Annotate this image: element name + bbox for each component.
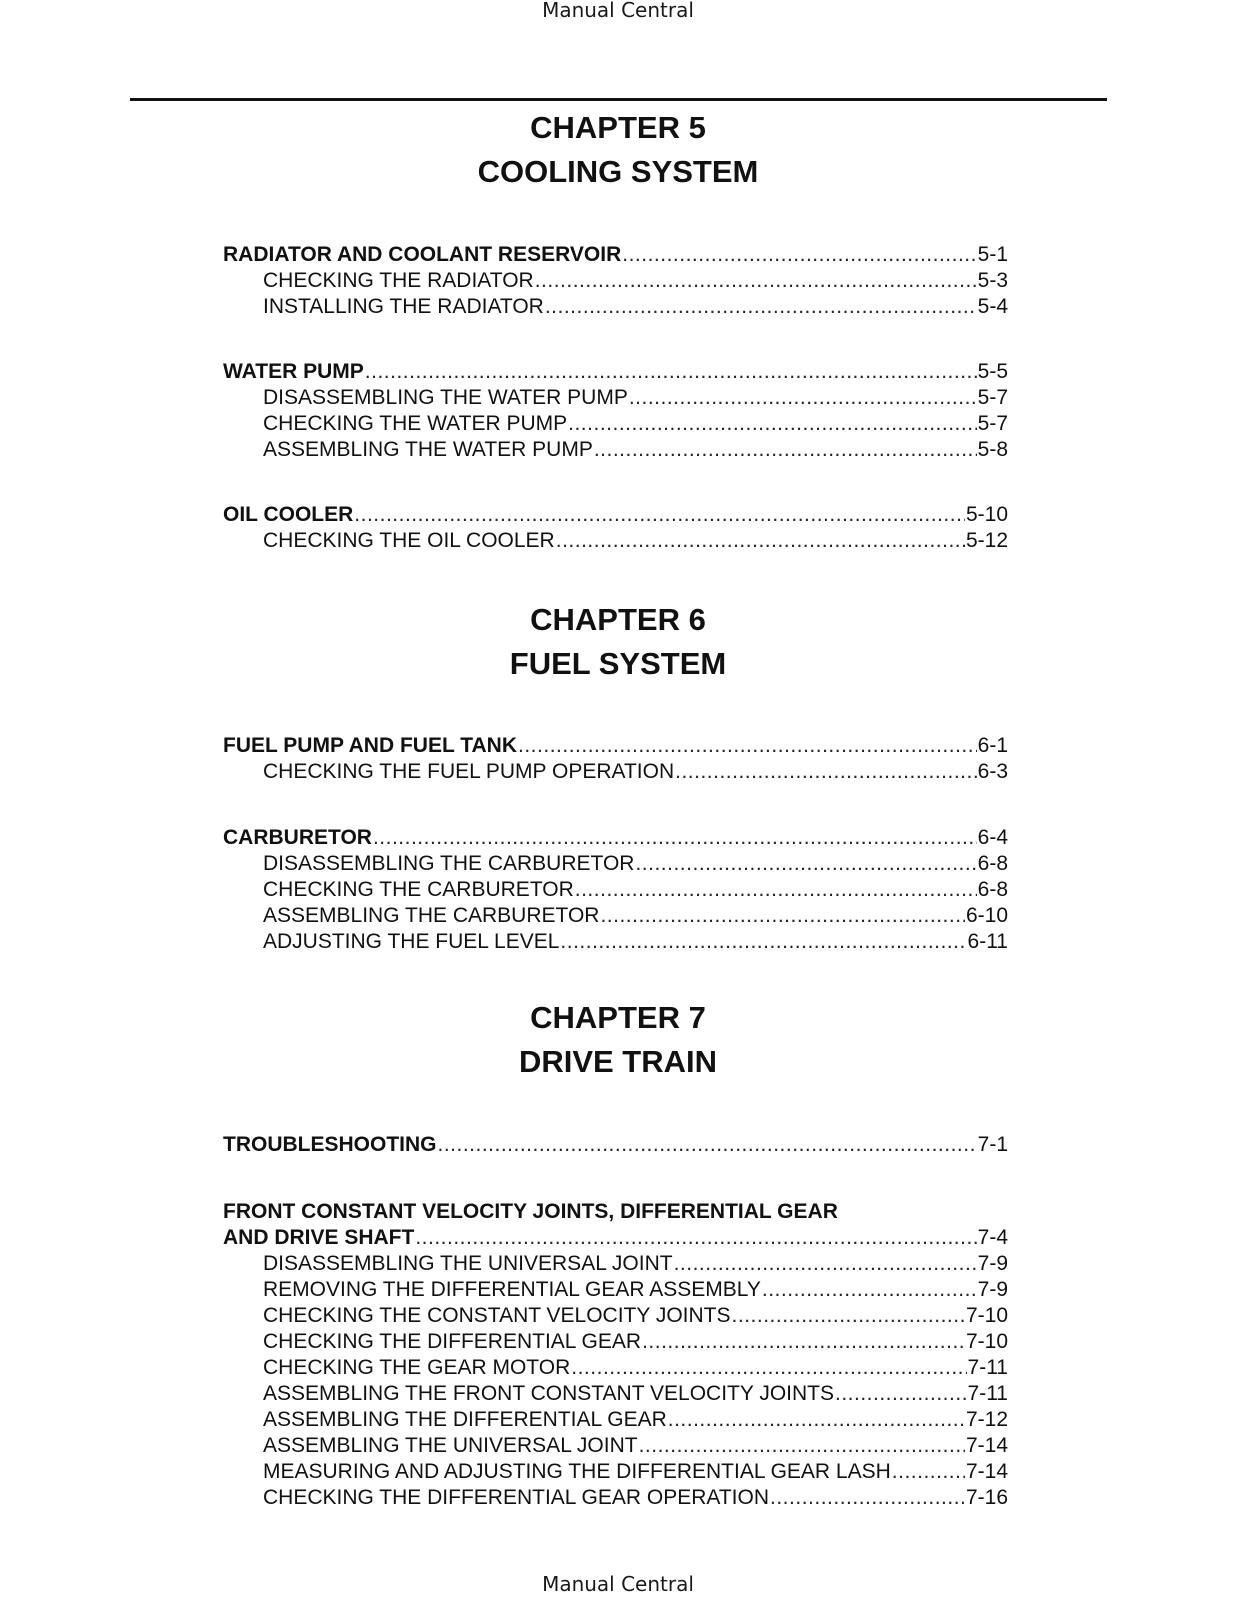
chapter-title: COOLING SYSTEM bbox=[477, 154, 759, 189]
toc-entry-page: 6-1 bbox=[977, 734, 1008, 757]
toc-entry[interactable] bbox=[223, 825, 1008, 851]
page-header: Manual Central bbox=[542, 0, 694, 22]
toc-entry-label: CHECKING THE DIFFERENTIAL GEAR bbox=[263, 1330, 642, 1353]
toc-subentry[interactable] bbox=[223, 1485, 1008, 1511]
toc-entry-label: ASSEMBLING THE CARBURETOR bbox=[263, 904, 600, 927]
chapter-title: DRIVE TRAIN bbox=[518, 1044, 718, 1079]
chapter-5-heading bbox=[0, 106, 1236, 194]
toc-entry-page: 7-1 bbox=[977, 1133, 1008, 1156]
toc-entry-page: 5-12 bbox=[965, 529, 1008, 552]
toc-subentry[interactable] bbox=[223, 1459, 1008, 1485]
dot-leader bbox=[535, 268, 977, 294]
page-footer: Manual Central bbox=[542, 1572, 694, 1596]
toc-entry-page: 6-8 bbox=[977, 878, 1008, 901]
dot-leader bbox=[622, 242, 976, 268]
toc-entry-label: CHECKING THE CARBURETOR bbox=[263, 878, 574, 901]
toc-entry-label: RADIATOR AND COOLANT RESERVOIR bbox=[223, 243, 622, 266]
toc-entry[interactable] bbox=[223, 242, 1008, 268]
toc-entry-label: ADJUSTING THE FUEL LEVEL bbox=[263, 930, 560, 953]
toc-subentry[interactable] bbox=[223, 411, 1008, 437]
toc-subentry[interactable] bbox=[223, 528, 1008, 554]
toc-entry-label: CHECKING THE RADIATOR bbox=[263, 269, 534, 292]
toc-entry-page: 5-3 bbox=[977, 269, 1008, 292]
dot-leader bbox=[629, 385, 977, 411]
dot-leader bbox=[354, 502, 965, 528]
toc-subentry[interactable] bbox=[223, 1433, 1008, 1459]
toc-entry-page: 5-7 bbox=[977, 412, 1008, 435]
toc-group-oil-cooler bbox=[223, 502, 1008, 554]
chapter-number: CHAPTER 7 bbox=[530, 1000, 706, 1035]
toc-group-carburetor bbox=[223, 825, 1008, 955]
toc-entry-page: 5-8 bbox=[977, 438, 1008, 461]
dot-leader bbox=[675, 759, 977, 785]
toc-entry-label: CHECKING THE CONSTANT VELOCITY JOINTS bbox=[263, 1304, 731, 1327]
toc-subentry[interactable] bbox=[223, 437, 1008, 463]
toc-entry-page: 6-3 bbox=[977, 760, 1008, 783]
toc-subentry[interactable] bbox=[223, 1329, 1008, 1355]
dot-leader bbox=[545, 294, 977, 320]
dot-leader bbox=[571, 1355, 966, 1381]
toc-entry-label: CHECKING THE WATER PUMP bbox=[263, 412, 568, 435]
dot-leader bbox=[732, 1303, 965, 1329]
header-rule bbox=[130, 98, 1107, 101]
toc-group-water-pump bbox=[223, 359, 1008, 463]
dot-leader bbox=[835, 1381, 967, 1407]
chapter-number: CHAPTER 5 bbox=[530, 110, 706, 145]
toc-entry-page: 6-11 bbox=[967, 930, 1008, 953]
toc-entry-page: 7-14 bbox=[965, 1434, 1008, 1457]
toc-entry-label: TROUBLESHOOTING bbox=[223, 1133, 437, 1156]
toc-subentry[interactable] bbox=[223, 1303, 1008, 1329]
toc-subentry[interactable] bbox=[223, 268, 1008, 294]
dot-leader bbox=[762, 1277, 977, 1303]
toc-entry-label: ASSEMBLING THE DIFFERENTIAL GEAR bbox=[263, 1408, 667, 1431]
dot-leader bbox=[560, 929, 966, 955]
toc-entry-label: CHECKING THE FUEL PUMP OPERATION bbox=[263, 760, 675, 783]
toc-subentry[interactable] bbox=[223, 1355, 1008, 1381]
toc-entry-label: ASSEMBLING THE FRONT CONSTANT VELOCITY JOINTS bbox=[263, 1382, 834, 1405]
toc-entry-page: 6-8 bbox=[977, 852, 1008, 875]
dot-leader bbox=[892, 1459, 965, 1485]
toc-entry[interactable] bbox=[223, 502, 1008, 528]
toc-subentry[interactable] bbox=[223, 1407, 1008, 1433]
toc-entry-page: 7-16 bbox=[965, 1486, 1008, 1509]
toc-entry-label-line1[interactable]: FRONT CONSTANT VELOCITY JOINTS, DIFFERENTIAL GEAR bbox=[223, 1200, 838, 1223]
toc-entry[interactable] bbox=[223, 1225, 1008, 1251]
toc-entry-label: AND DRIVE SHAFT bbox=[223, 1226, 415, 1249]
toc-entry-page: 7-10 bbox=[965, 1304, 1008, 1327]
toc-subentry[interactable] bbox=[223, 877, 1008, 903]
dot-leader bbox=[568, 411, 977, 437]
toc-entry-label: CARBURETOR bbox=[223, 826, 372, 849]
toc-entry-label: DISASSEMBLING THE CARBURETOR bbox=[263, 852, 635, 875]
toc-entry-label: FUEL PUMP AND FUEL TANK bbox=[223, 734, 518, 757]
toc-entry-page: 7-12 bbox=[965, 1408, 1008, 1431]
toc-subentry[interactable] bbox=[223, 294, 1008, 320]
toc-subentry[interactable] bbox=[223, 1381, 1008, 1407]
toc-entry-label: CHECKING THE DIFFERENTIAL GEAR OPERATION bbox=[263, 1486, 770, 1509]
toc-entry-page: 5-5 bbox=[977, 360, 1008, 383]
toc-group-front-cv-joints bbox=[223, 1199, 1008, 1511]
dot-leader bbox=[556, 528, 965, 554]
dot-leader bbox=[373, 825, 977, 851]
toc-subentry[interactable] bbox=[223, 929, 1008, 955]
toc-entry-page: 7-9 bbox=[977, 1252, 1008, 1275]
toc-entry-label: CHECKING THE GEAR MOTOR bbox=[263, 1356, 571, 1379]
dot-leader bbox=[575, 877, 977, 903]
dot-leader bbox=[668, 1407, 965, 1433]
dot-leader bbox=[594, 437, 977, 463]
dot-leader bbox=[639, 1433, 965, 1459]
toc-entry-label: WATER PUMP bbox=[223, 360, 364, 383]
dot-leader bbox=[770, 1485, 965, 1511]
dot-leader bbox=[635, 851, 976, 877]
toc-subentry[interactable] bbox=[223, 903, 1008, 929]
toc-entry-page: 5-10 bbox=[965, 503, 1008, 526]
toc-entry-label: ASSEMBLING THE UNIVERSAL JOINT bbox=[263, 1434, 638, 1457]
toc-entry-page: 7-4 bbox=[977, 1226, 1008, 1249]
toc-entry[interactable] bbox=[223, 359, 1008, 385]
toc-entry[interactable] bbox=[223, 1132, 1008, 1158]
toc-entry-page: 7-11 bbox=[967, 1356, 1008, 1379]
toc-entry-label: OIL COOLER bbox=[223, 503, 354, 526]
toc-entry-label: REMOVING THE DIFFERENTIAL GEAR ASSEMBLY bbox=[263, 1278, 761, 1301]
toc-entry-page: 7-9 bbox=[977, 1278, 1008, 1301]
toc-entry-page: 6-10 bbox=[965, 904, 1008, 927]
toc-entry-page: 7-10 bbox=[965, 1330, 1008, 1353]
toc-entry-label: INSTALLING THE RADIATOR bbox=[263, 295, 544, 318]
toc-entry-label: DISASSEMBLING THE WATER PUMP bbox=[263, 386, 628, 409]
chapter-7-heading bbox=[0, 996, 1236, 1084]
chapter-number: CHAPTER 6 bbox=[530, 602, 706, 637]
toc-entry-page: 7-14 bbox=[965, 1460, 1008, 1483]
dot-leader bbox=[415, 1225, 976, 1251]
toc-subentry[interactable] bbox=[223, 851, 1008, 877]
toc-entry[interactable] bbox=[223, 733, 1008, 759]
toc-group-radiator bbox=[223, 242, 1008, 320]
toc-subentry[interactable] bbox=[223, 1277, 1008, 1303]
toc-subentry[interactable] bbox=[223, 759, 1008, 785]
toc-subentry[interactable] bbox=[223, 1251, 1008, 1277]
dot-leader bbox=[642, 1329, 965, 1355]
toc-entry-page: 5-1 bbox=[977, 243, 1008, 266]
toc-subentry[interactable] bbox=[223, 385, 1008, 411]
dot-leader bbox=[518, 733, 977, 759]
chapter-6-heading bbox=[0, 598, 1236, 686]
toc-entry-page: 5-7 bbox=[977, 386, 1008, 409]
dot-leader bbox=[365, 359, 977, 385]
toc-entry-label: MEASURING AND ADJUSTING THE DIFFERENTIAL GEAR LASH bbox=[263, 1460, 891, 1483]
dot-leader bbox=[600, 903, 965, 929]
toc-entry-page: 7-11 bbox=[967, 1382, 1008, 1405]
toc-entry-page: 6-4 bbox=[977, 826, 1008, 849]
chapter-title: FUEL SYSTEM bbox=[509, 646, 727, 681]
dot-leader bbox=[674, 1251, 977, 1277]
dot-leader bbox=[438, 1132, 977, 1158]
toc-entry-page: 5-4 bbox=[977, 295, 1008, 318]
toc-group-troubleshooting bbox=[223, 1132, 1008, 1158]
toc-entry-label: ASSEMBLING THE WATER PUMP bbox=[263, 438, 593, 461]
toc-group-fuel-pump bbox=[223, 733, 1008, 785]
toc-entry-label: CHECKING THE OIL COOLER bbox=[263, 529, 555, 552]
toc-entry-label: DISASSEMBLING THE UNIVERSAL JOINT bbox=[263, 1252, 673, 1275]
